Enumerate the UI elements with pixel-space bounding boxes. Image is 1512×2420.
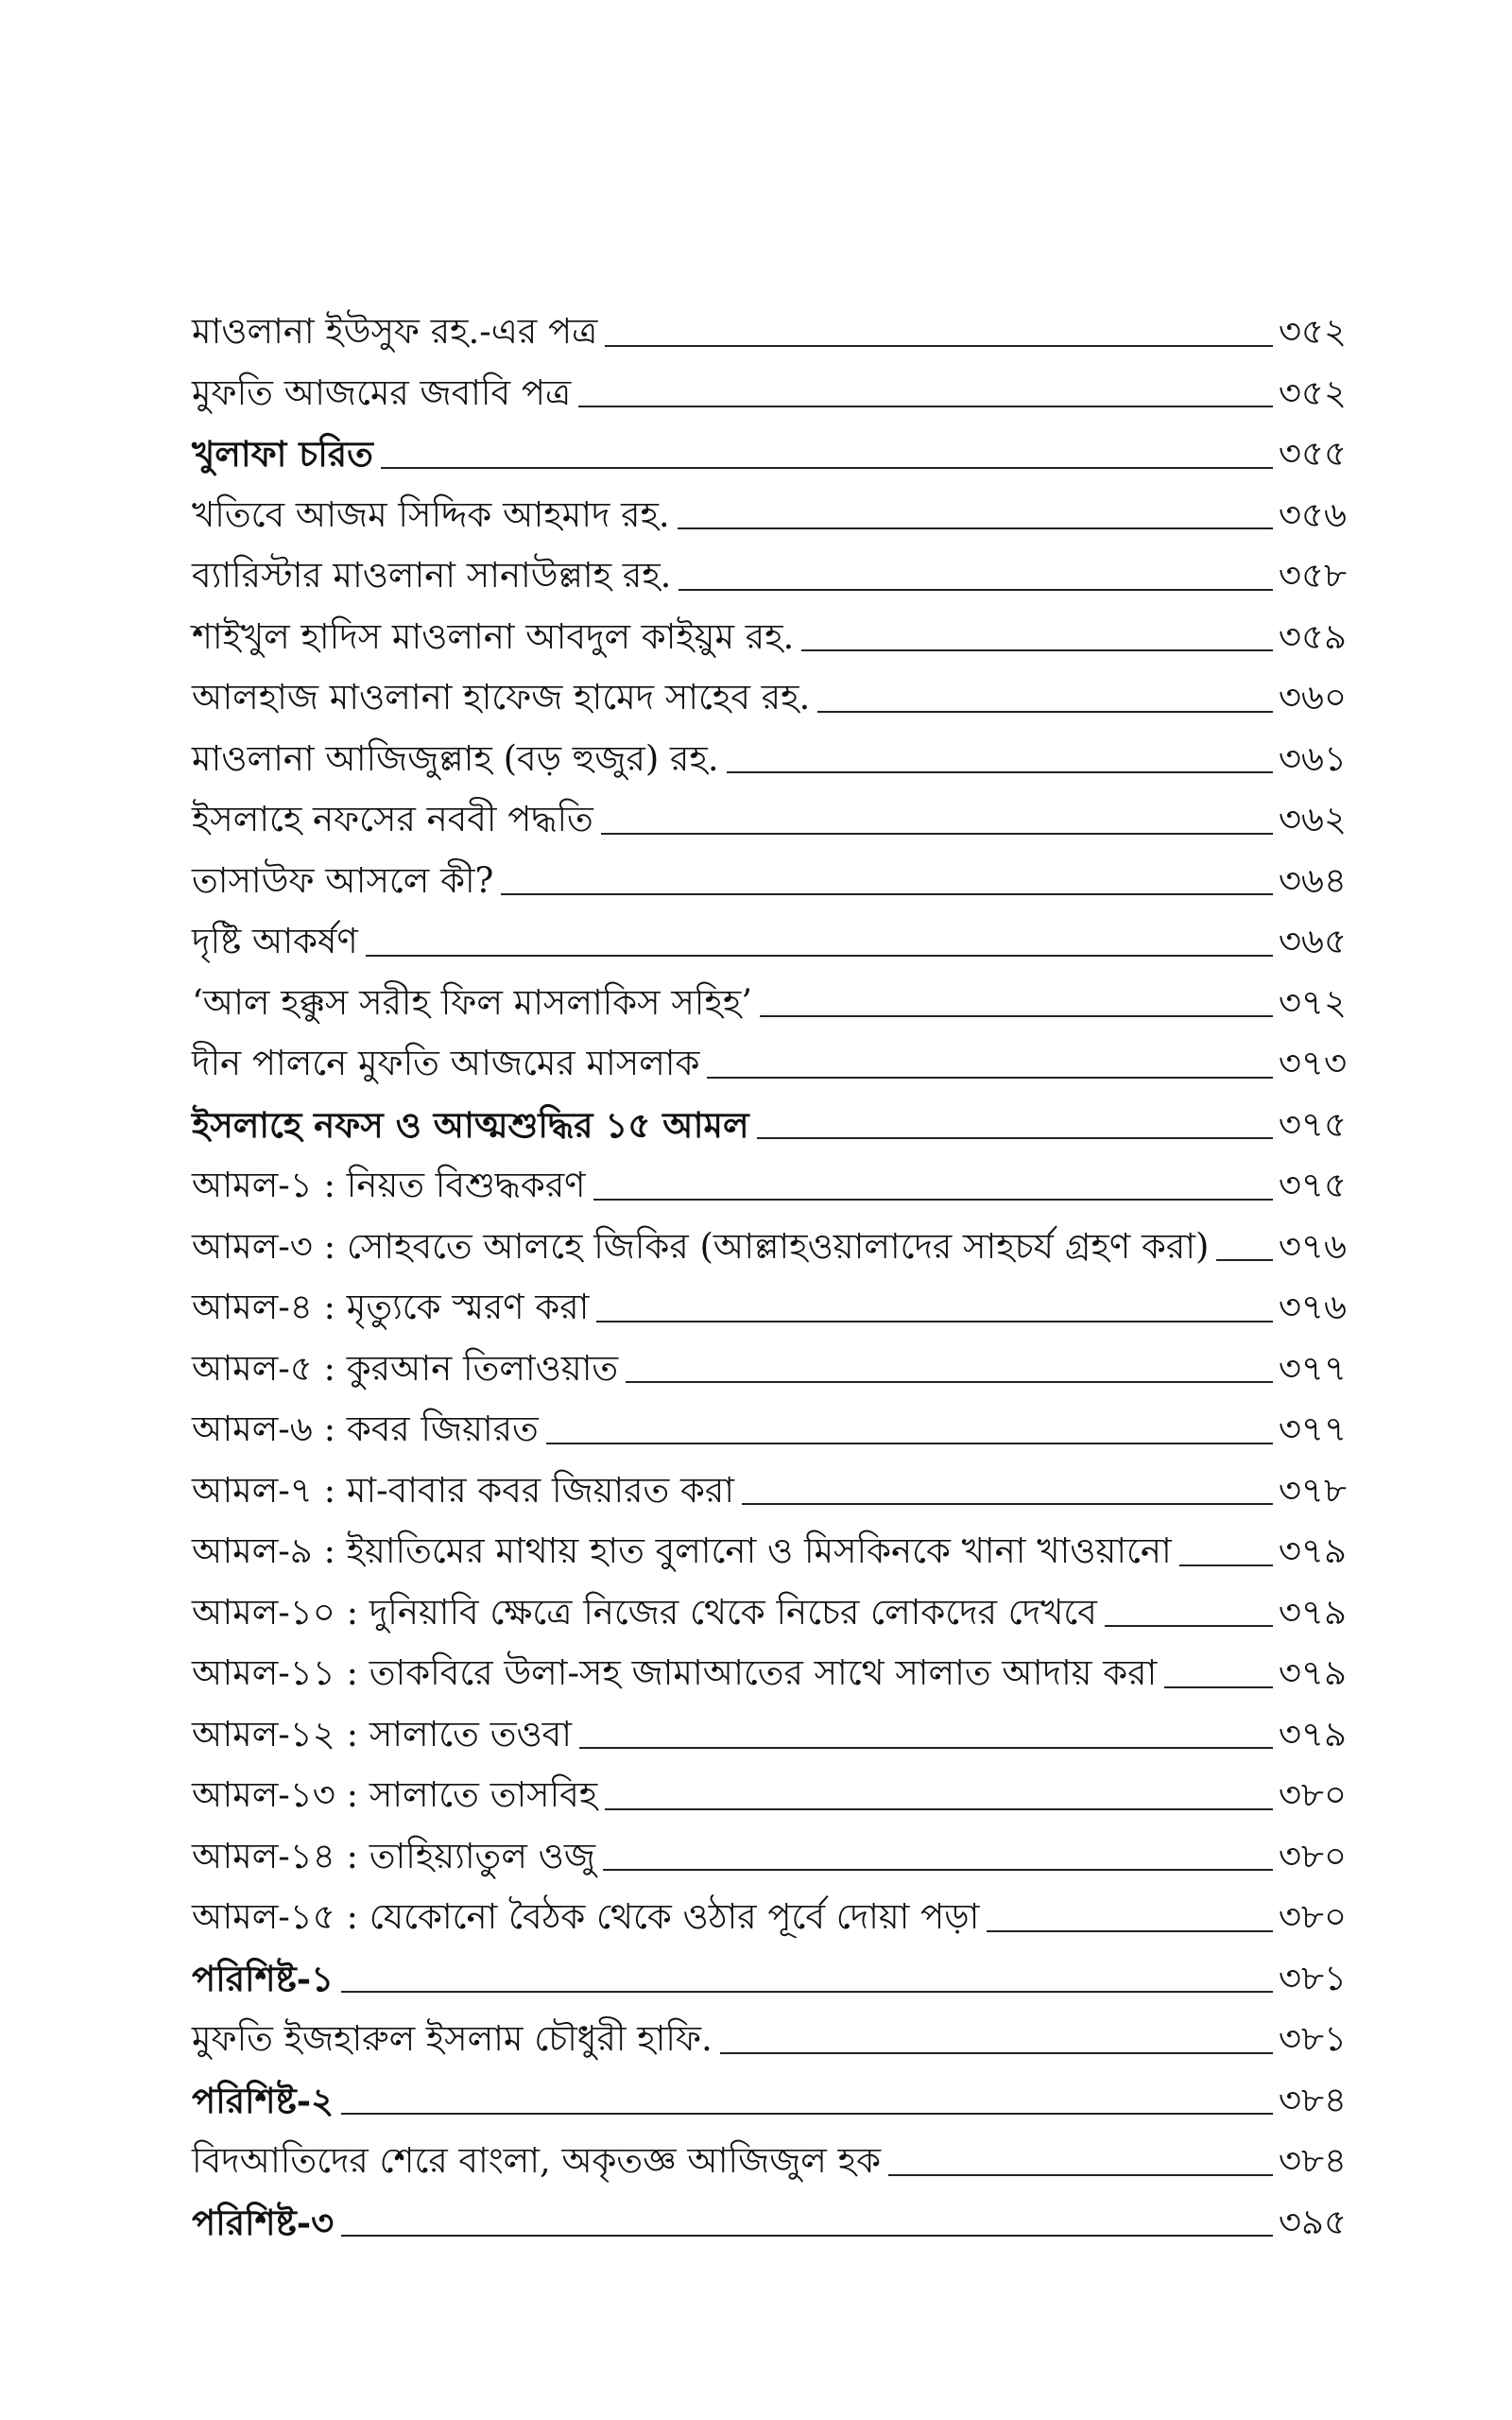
toc-entry	[192, 606, 1347, 667]
toc-entry-title: আমল-১৩ : সালাতে তাসবিহ	[192, 1774, 598, 1816]
dot-leader	[760, 1015, 1273, 1017]
toc-entry-title: পরিশিষ্ট-১	[192, 1957, 335, 1999]
toc-entry-title: দীন পালনে মুফতি আজমের মাসলাক	[192, 1043, 700, 1084]
dot-leader	[341, 1991, 1273, 1993]
dot-leader	[605, 345, 1273, 347]
toc-entry-title: মাওলানা আজিজুল্লাহ (বড় হুজুর) রহ.	[192, 737, 719, 779]
toc-entry	[192, 910, 1347, 972]
toc-entry	[192, 1276, 1347, 1338]
dot-leader	[987, 1930, 1272, 1932]
dot-leader	[742, 1503, 1273, 1505]
dot-leader	[546, 1443, 1273, 1444]
toc-entry-page-number: ৩৭৭	[1278, 1409, 1347, 1450]
toc-entry	[192, 544, 1347, 606]
toc-entry	[192, 1032, 1347, 1094]
toc-entry	[192, 850, 1347, 911]
toc-entry	[192, 2130, 1347, 2191]
toc-entry-page-number: ৩৭৬	[1278, 1225, 1347, 1267]
toc-entry-title: খতিবে আজম সিদ্দিক আহমাদ রহ.	[192, 493, 670, 535]
toc-entry-title: ব্যারিস্টার মাওলানা সানাউল্লাহ রহ.	[192, 555, 672, 596]
toc-entry	[192, 1582, 1347, 1643]
toc-section-heading	[192, 1094, 1347, 1155]
toc-entry-page-number: ৩৬৫	[1278, 921, 1347, 962]
toc-entry-page-number: ৩৭৬	[1278, 1287, 1347, 1328]
toc-entry-page-number: ৩৭৯	[1278, 1652, 1347, 1694]
toc-entry	[192, 1886, 1347, 1947]
toc-entry-page-number: ৩৮১	[1278, 2018, 1347, 2060]
toc-entry-page-number: ৩৭৫	[1278, 1103, 1347, 1145]
toc-entry-page-number: ৩৫২	[1278, 372, 1347, 413]
toc-entry-title: আলহাজ মাওলানা হাফেজ হামেদ সাহেব রহ.	[192, 677, 811, 718]
toc-entry	[192, 362, 1347, 424]
toc-entry	[192, 972, 1347, 1033]
toc-entry-title: তাসাউফ আসলে কী?	[192, 859, 494, 901]
toc-entry-page-number: ৩৮৪	[1278, 2079, 1347, 2120]
toc-entry-title: আমল-৫ : কুরআন তিলাওয়াত	[192, 1347, 619, 1389]
toc-entry-title: ইসলাহে নফসের নববী পদ্ধতি	[192, 799, 593, 840]
toc-entry-page-number: ৩৫৫	[1278, 433, 1347, 475]
toc-entry-title: আমল-১৪ : তাহিয়্যাতুল ওজু	[192, 1835, 595, 1876]
toc-entry-page-number: ৩৫৯	[1278, 615, 1347, 657]
toc-entry	[192, 1703, 1347, 1765]
toc-entry-page-number: ৩৮০	[1278, 1896, 1347, 1938]
toc-entry-title: আমল-১২ : সালাতে তওবা	[192, 1713, 573, 1754]
toc-entry-page-number: ৩৭২	[1278, 981, 1347, 1023]
dot-leader	[1216, 1259, 1272, 1261]
table-of-contents	[192, 301, 1347, 2252]
toc-entry	[192, 788, 1347, 850]
toc-entry-title: পরিশিষ্ট-৩	[192, 2201, 335, 2243]
toc-entry	[192, 1216, 1347, 1277]
dot-leader	[341, 2113, 1273, 2115]
dot-leader	[888, 2174, 1273, 2176]
toc-entry-title: আমল-৪ : মৃত্যুকে স্মরণ করা	[192, 1287, 590, 1328]
toc-section-heading	[192, 2191, 1347, 2253]
toc-entry	[192, 1154, 1347, 1216]
toc-entry-title: আমল-৩ : সোহবতে আলহে জিকির (আল্লাহওয়ালাদের সাহচর্য গ্রহণ করা)	[192, 1225, 1210, 1267]
toc-entry-page-number: ৩৭৯	[1278, 1530, 1347, 1572]
toc-entry-page-number: ৩৫৬	[1278, 493, 1347, 535]
toc-entry-title: আমল-১ : নিয়ত বিশুদ্ধকরণ	[192, 1165, 586, 1206]
toc-entry-page-number: ৩৮০	[1278, 1835, 1347, 1876]
toc-entry	[192, 1338, 1347, 1399]
dot-leader	[679, 589, 1273, 591]
toc-entry	[192, 2008, 1347, 2069]
toc-entry	[192, 1398, 1347, 1460]
toc-entry-title: দৃষ্টি আকর্ষণ	[192, 921, 358, 962]
toc-section-heading	[192, 2069, 1347, 2131]
toc-entry-title: আমল-৭ : মা-বাবার কবর জিয়ারত করা	[192, 1469, 735, 1511]
toc-entry-title: বিদআতিদের শেরে বাংলা, অকৃতজ্ঞ আজিজুল হক	[192, 2140, 881, 2182]
toc-entry-page-number: ৩৮১	[1278, 1957, 1347, 1998]
toc-entry-title: পরিশিষ্ট-২	[192, 2079, 335, 2121]
toc-entry-page-number: ৩৮০	[1278, 1774, 1347, 1816]
toc-entry-page-number: ৩৬২	[1278, 799, 1347, 840]
toc-entry-title: আমল-৯ : ইয়াতিমের মাথায় হাত বুলানো ও মিসকিনকে খানা খাওয়ানো	[192, 1530, 1172, 1572]
toc-entry-title: ইসলাহে নফস ও আত্মশুদ্ধির ১৫ আমল	[192, 1103, 749, 1146]
dot-leader	[1179, 1564, 1273, 1566]
toc-entry-page-number: ৩৯৫	[1278, 2201, 1347, 2242]
dot-leader	[501, 893, 1272, 895]
dot-leader	[727, 771, 1273, 773]
toc-entry-title: ‘আল হক্কুস সরীহ ফিল মাসলাকিস সহিহ’	[192, 981, 753, 1023]
toc-entry-title: শাইখুল হাদিস মাওলানা আবদুল কাইয়ুম রহ.	[192, 615, 795, 657]
dot-leader	[707, 1077, 1272, 1079]
dot-leader	[578, 406, 1273, 407]
toc-entry-page-number: ৩৭৫	[1278, 1165, 1347, 1206]
dot-leader	[605, 1808, 1273, 1810]
dot-leader	[381, 467, 1273, 469]
toc-entry-title: মুফতি ইজহারুল ইসলাম চৌধুরী হাফি.	[192, 2018, 713, 2060]
toc-entry	[192, 1825, 1347, 1887]
dot-leader	[341, 2235, 1273, 2237]
toc-entry-page-number: ৩৮৪	[1278, 2140, 1347, 2182]
toc-section-heading	[192, 1947, 1347, 2009]
dot-leader	[626, 1381, 1273, 1383]
toc-entry-title: মাওলানা ইউসুফ রহ.-এর পত্র	[192, 311, 598, 353]
dot-leader	[593, 1199, 1273, 1201]
toc-entry-page-number: ৩৭৯	[1278, 1713, 1347, 1754]
toc-entry-title: আমল-১১ : তাকবিরে উলা-সহ জামাআতের সাথে সালাত আদায় করা	[192, 1652, 1158, 1694]
toc-entry-title: খুলাফা চরিত	[192, 433, 373, 475]
dot-leader	[1105, 1625, 1273, 1627]
toc-entry-page-number: ৩৫৮	[1278, 555, 1347, 596]
toc-entry-page-number: ৩৭৮	[1278, 1469, 1347, 1511]
dot-leader	[366, 955, 1273, 957]
dot-leader	[801, 649, 1273, 651]
toc-entry	[192, 728, 1347, 789]
toc-entry	[192, 666, 1347, 728]
toc-entry	[192, 1642, 1347, 1703]
toc-entry-page-number: ৩৬১	[1278, 737, 1347, 779]
toc-entry	[192, 301, 1347, 362]
toc-entry-title: আমল-১৫ : যেকোনো বৈঠক থেকে ওঠার পূর্বে দোয়া পড়া	[192, 1896, 980, 1938]
dot-leader	[817, 711, 1273, 713]
toc-entry-page-number: ৩৭৯	[1278, 1591, 1347, 1633]
toc-section-heading	[192, 423, 1347, 484]
dot-leader	[1164, 1686, 1273, 1688]
toc-entry-page-number: ৩৬৪	[1278, 859, 1347, 901]
toc-entry-page-number: ৩৬০	[1278, 677, 1347, 718]
dot-leader	[603, 1869, 1273, 1871]
toc-entry-page-number: ৩৫২	[1278, 311, 1347, 353]
dot-leader	[678, 527, 1273, 529]
dot-leader	[720, 2052, 1273, 2054]
toc-entry-page-number: ৩৭৩	[1278, 1043, 1347, 1084]
dot-leader	[757, 1137, 1273, 1139]
dot-leader	[579, 1747, 1273, 1749]
toc-entry	[192, 1520, 1347, 1582]
toc-entry-title: আমল-৬ : কবর জিয়ারত	[192, 1409, 539, 1450]
toc-entry	[192, 1764, 1347, 1825]
dot-leader	[596, 1321, 1273, 1322]
toc-entry	[192, 1460, 1347, 1521]
toc-entry	[192, 484, 1347, 545]
toc-entry-page-number: ৩৭৭	[1278, 1347, 1347, 1389]
dot-leader	[601, 833, 1273, 835]
toc-entry-title: মুফতি আজমের জবাবি পত্র	[192, 372, 572, 413]
toc-entry-title: আমল-১০ : দুনিয়াবি ক্ষেত্রে নিজের থেকে নিচের লোকদের দেখবে	[192, 1591, 1097, 1633]
